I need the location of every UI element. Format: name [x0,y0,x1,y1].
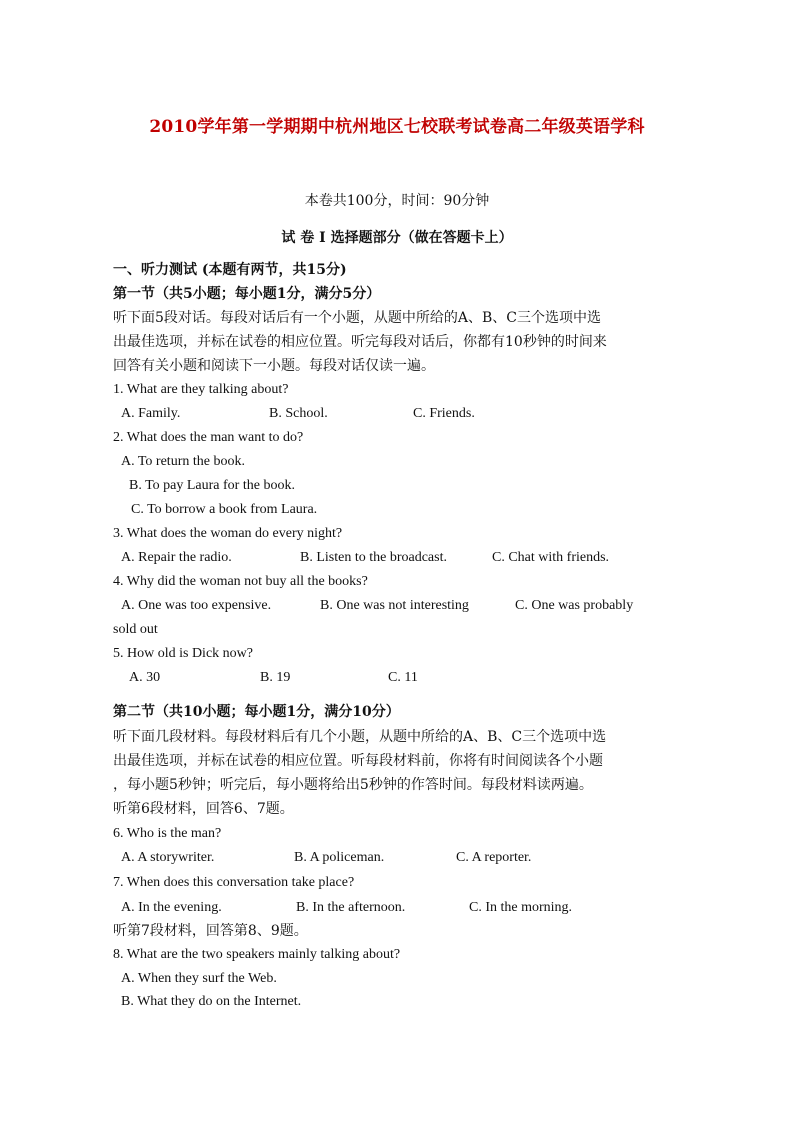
question-7-option-c: C. In the morning. [469,900,573,915]
question-5-option-b: B. 19 [260,670,291,685]
question-4-option-c-continued: sold out [113,622,158,637]
question-1-option-b: B. School. [269,406,328,421]
question-8-stem: 8. What are the two speakers mainly talking about? [113,947,401,962]
question-5-stem: 5. How old is Dick now? [113,646,253,661]
question-8-option-b: B. What they do on the Internet. [121,994,302,1009]
instruction-line: 出最佳选项，并标在试卷的相应位置。听每段材料前，你将有时间阅读各个小题 [113,753,603,769]
question-7-option-a: A. In the evening. [121,900,222,915]
material-6-note: 听第6段材料，回答6、7题。 [113,801,294,817]
question-2-option-a: A. To return the book. [121,454,245,469]
question-4-option-a: A. One was too expensive. [121,598,272,613]
instruction-line: 回答有关小题和阅读下一小题。每段对话仅读一遍。 [113,358,435,374]
exam-meta: 本卷共100分，时间：90分钟 [304,193,490,209]
question-8-option-a: A. When they surf the Web. [121,971,277,986]
part-heading: 试 卷 I 选择题部分（做在答题卡上） [281,230,513,246]
question-6-option-a: A. A storywriter. [121,850,215,865]
question-1-option-a: A. Family. [121,406,181,421]
part2-heading: 第二节（共10小题；每小题1分，满分10分） [113,704,400,720]
section1-heading: 一、听力测试 (本题有两节，共15分) [113,262,347,278]
part1-heading: 第一节（共5小题；每小题1分，满分5分） [113,286,381,302]
question-5-option-a: A. 30 [129,670,161,685]
question-3-option-a: A. Repair the radio. [121,550,232,565]
question-3-option-c: C. Chat with friends. [492,550,610,565]
material-7-note: 听第7段材料，回答第8、9题。 [113,923,308,939]
question-2-option-b: B. To pay Laura for the book. [129,478,295,493]
question-4-option-c: C. One was probably [515,598,634,613]
question-6-option-c: C. A reporter. [456,850,532,865]
instruction-line: ，每小题5秒钟；听完后，每小题将给出5秒钟的作答时间。每段材料读两遍。 [113,777,593,793]
question-2-option-c: C. To borrow a book from Laura. [131,502,318,517]
question-3-stem: 3. What does the woman do every night? [113,526,343,541]
instruction-line: 出最佳选项，并标在试卷的相应位置。听完每段对话后，你都有10秒钟的时间来 [113,334,607,350]
question-2-stem: 2. What does the man want to do? [113,430,304,445]
instruction-line: 听下面5段对话。每段对话后有一个小题，从题中所给的A、B、C三个选项中选 [113,310,602,326]
question-5-option-c: C. 11 [388,670,418,685]
question-7-stem: 7. When does this conversation take place? [113,875,355,890]
question-6-stem: 6. Who is the man? [113,826,222,841]
question-1-stem: 1. What are they talking about? [113,382,289,397]
question-7-option-b: B. In the afternoon. [296,900,406,915]
question-1-option-c: C. Friends. [413,406,475,421]
question-4-stem: 4. Why did the woman not buy all the books? [113,574,368,589]
exam-title: 2010学年第一学期期中杭州地区七校联考试卷高二年级英语学科 [149,117,645,137]
instruction-line: 听下面几段材料。每段材料后有几个小题，从题中所给的A、B、C三个选项中选 [113,729,607,745]
question-4-option-b: B. One was not interesting [320,598,469,613]
question-6-option-b: B. A policeman. [294,850,385,865]
question-3-option-b: B. Listen to the broadcast. [300,550,447,565]
